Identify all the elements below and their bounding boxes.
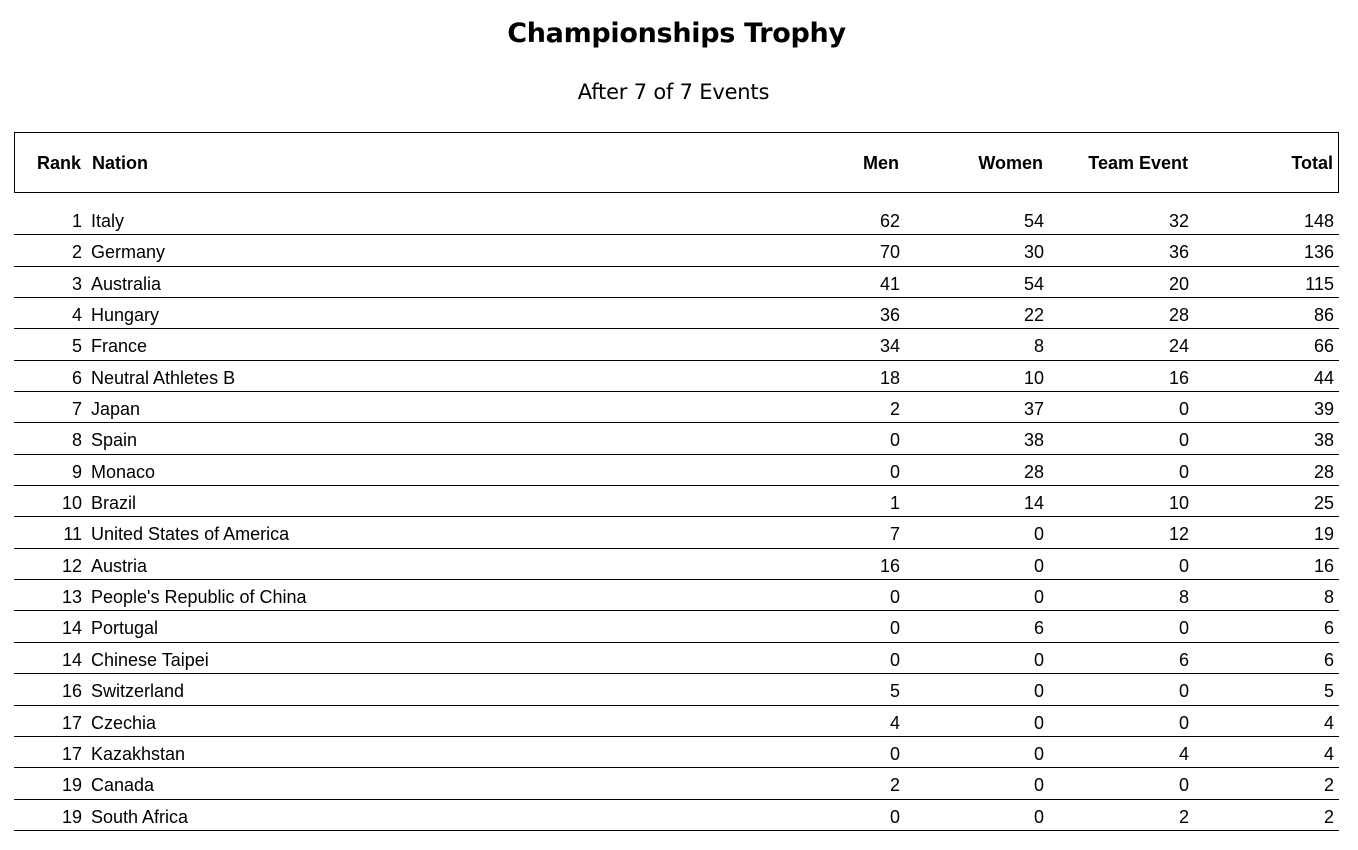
cell-total: 8 xyxy=(1323,587,1334,608)
cell-total: 16 xyxy=(1313,555,1334,576)
table-row xyxy=(14,392,1339,423)
cell-nation: Czechia xyxy=(91,712,157,733)
cell-team-event: 0 xyxy=(1178,681,1189,702)
cell-team-event: 32 xyxy=(1168,211,1189,231)
cell-rank: 19 xyxy=(61,806,82,827)
cell-women: 0 xyxy=(1033,649,1044,670)
cell-nation: United States of America xyxy=(91,524,290,545)
cell-team-event: 4 xyxy=(1178,743,1189,764)
table-row xyxy=(14,298,1339,329)
cell-total: 4 xyxy=(1323,712,1334,733)
column-header-team-event: Team Event xyxy=(1088,153,1188,173)
cell-team-event: 28 xyxy=(1168,305,1189,326)
cell-women: 10 xyxy=(1023,367,1044,388)
table-row xyxy=(14,361,1339,392)
cell-total: 28 xyxy=(1313,461,1334,482)
cell-team-event: 36 xyxy=(1168,242,1189,263)
cell-nation: Germany xyxy=(91,242,166,263)
cell-women: 54 xyxy=(1023,211,1044,231)
cell-nation: Spain xyxy=(91,430,138,451)
cell-men: 0 xyxy=(889,743,900,764)
cell-rank: 5 xyxy=(71,336,82,357)
cell-nation: Portugal xyxy=(91,618,159,639)
page-subtitle: After 7 of 7 Events xyxy=(577,80,770,104)
cell-total: 2 xyxy=(1323,806,1334,827)
cell-team-event: 12 xyxy=(1168,524,1189,545)
cell-nation: Australia xyxy=(91,273,162,294)
cell-nation: Hungary xyxy=(91,305,160,326)
cell-men: 7 xyxy=(889,524,900,545)
cell-rank: 19 xyxy=(61,775,82,796)
cell-nation: Neutral Athletes B xyxy=(91,367,236,388)
cell-team-event: 6 xyxy=(1178,649,1189,670)
column-header-rank: Rank xyxy=(36,153,81,173)
cell-women: 0 xyxy=(1033,712,1044,733)
cell-women: 0 xyxy=(1033,806,1044,827)
cell-total: 2 xyxy=(1323,775,1334,796)
cell-total: 4 xyxy=(1323,743,1334,764)
cell-men: 0 xyxy=(889,461,900,482)
cell-total: 6 xyxy=(1323,618,1334,639)
cell-nation: Brazil xyxy=(91,493,137,514)
cell-men: 0 xyxy=(889,430,900,451)
cell-men: 16 xyxy=(879,555,900,576)
table-row xyxy=(14,737,1339,768)
table-row xyxy=(14,768,1339,799)
column-header-total: Total xyxy=(1291,153,1333,173)
cell-rank: 8 xyxy=(71,430,82,451)
cell-total: 6 xyxy=(1323,649,1334,670)
cell-total: 66 xyxy=(1313,336,1334,357)
cell-women: 6 xyxy=(1033,618,1044,639)
cell-team-event: 0 xyxy=(1178,399,1189,420)
cell-women: 0 xyxy=(1033,775,1044,796)
cell-team-event: 20 xyxy=(1168,273,1189,294)
cell-nation: Italy xyxy=(91,211,125,231)
cell-women: 14 xyxy=(1023,493,1044,514)
cell-rank: 16 xyxy=(61,681,82,702)
cell-women: 8 xyxy=(1033,336,1044,357)
table-row xyxy=(14,455,1339,486)
cell-rank: 17 xyxy=(61,712,82,733)
table-row xyxy=(14,235,1339,266)
cell-rank: 10 xyxy=(61,493,82,514)
cell-rank: 11 xyxy=(63,524,82,545)
cell-rank: 3 xyxy=(71,273,82,294)
cell-total: 86 xyxy=(1313,305,1334,326)
table-row xyxy=(14,549,1339,580)
cell-total: 115 xyxy=(1305,273,1334,294)
cell-women: 0 xyxy=(1033,555,1044,576)
cell-nation: People's Republic of China xyxy=(91,587,307,608)
cell-women: 38 xyxy=(1023,430,1044,451)
cell-rank: 6 xyxy=(71,367,82,388)
cell-total: 25 xyxy=(1313,493,1334,514)
cell-men: 62 xyxy=(879,211,900,231)
cell-men: 0 xyxy=(889,806,900,827)
table-row xyxy=(14,674,1339,705)
cell-nation: France xyxy=(91,336,148,357)
cell-team-event: 8 xyxy=(1178,587,1189,608)
cell-total: 5 xyxy=(1323,681,1334,702)
cell-men: 0 xyxy=(889,618,900,639)
cell-men: 41 xyxy=(879,273,900,294)
column-header-women: Women xyxy=(978,153,1043,173)
cell-team-event: 0 xyxy=(1178,712,1189,733)
table-row xyxy=(14,611,1339,642)
cell-team-event: 0 xyxy=(1178,430,1189,451)
cell-women: 37 xyxy=(1023,399,1044,420)
table-row xyxy=(14,423,1339,454)
table-row xyxy=(14,267,1339,298)
cell-men: 70 xyxy=(879,242,900,263)
cell-men: 34 xyxy=(879,336,900,357)
cell-women: 54 xyxy=(1023,273,1044,294)
cell-men: 2 xyxy=(889,399,900,420)
cell-rank: 4 xyxy=(71,305,82,326)
cell-total: 38 xyxy=(1313,430,1334,451)
cell-women: 0 xyxy=(1033,743,1044,764)
cell-men: 0 xyxy=(889,587,900,608)
cell-rank: 13 xyxy=(61,587,82,608)
cell-nation: Monaco xyxy=(91,461,156,482)
cell-nation: Kazakhstan xyxy=(91,743,186,764)
cell-total: 148 xyxy=(1303,211,1334,231)
cell-nation: Austria xyxy=(91,555,148,576)
cell-nation: Japan xyxy=(91,399,141,420)
cell-nation: Canada xyxy=(91,775,155,796)
cell-women: 30 xyxy=(1023,242,1044,263)
cell-rank: 2 xyxy=(71,242,82,263)
table-row xyxy=(14,486,1339,517)
cell-total: 44 xyxy=(1313,367,1334,388)
table-row xyxy=(14,800,1339,831)
cell-team-event: 0 xyxy=(1178,555,1189,576)
cell-total: 19 xyxy=(1313,524,1334,545)
cell-rank: 14 xyxy=(61,618,82,639)
cell-men: 18 xyxy=(879,367,900,388)
table-row xyxy=(14,580,1339,611)
cell-men: 2 xyxy=(889,775,900,796)
cell-team-event: 16 xyxy=(1168,367,1189,388)
cell-men: 0 xyxy=(889,649,900,670)
table-header xyxy=(14,132,1339,193)
column-header-nation: Nation xyxy=(92,153,148,173)
cell-rank: 17 xyxy=(61,743,82,764)
cell-nation: Chinese Taipei xyxy=(91,649,209,670)
cell-rank: 9 xyxy=(71,461,82,482)
cell-men: 1 xyxy=(889,493,900,514)
cell-team-event: 0 xyxy=(1178,775,1189,796)
cell-team-event: 0 xyxy=(1178,618,1189,639)
cell-women: 22 xyxy=(1023,305,1044,326)
cell-women: 0 xyxy=(1033,681,1044,702)
column-header-men: Men xyxy=(863,153,899,173)
table-row xyxy=(14,706,1339,737)
table-row xyxy=(14,517,1339,548)
cell-rank: 7 xyxy=(71,399,82,420)
cell-rank: 14 xyxy=(61,649,82,670)
cell-total: 136 xyxy=(1303,242,1334,263)
cell-total: 39 xyxy=(1313,399,1334,420)
cell-women: 0 xyxy=(1033,524,1044,545)
table-row xyxy=(14,329,1339,360)
page-title: Championships Trophy xyxy=(507,18,846,49)
cell-women: 28 xyxy=(1023,461,1044,482)
cell-nation: Switzerland xyxy=(91,681,185,702)
cell-men: 4 xyxy=(889,712,900,733)
cell-team-event: 0 xyxy=(1178,461,1189,482)
cell-women: 0 xyxy=(1033,587,1044,608)
table-row xyxy=(14,204,1339,235)
cell-team-event: 24 xyxy=(1168,336,1189,357)
cell-men: 36 xyxy=(879,305,900,326)
cell-nation: South Africa xyxy=(91,806,189,827)
table-row xyxy=(14,643,1339,674)
standings-table-body xyxy=(14,204,1339,831)
cell-team-event: 10 xyxy=(1168,493,1189,514)
cell-rank: 12 xyxy=(61,555,82,576)
cell-team-event: 2 xyxy=(1178,806,1189,827)
cell-rank: 1 xyxy=(71,211,82,231)
cell-men: 5 xyxy=(889,681,900,702)
